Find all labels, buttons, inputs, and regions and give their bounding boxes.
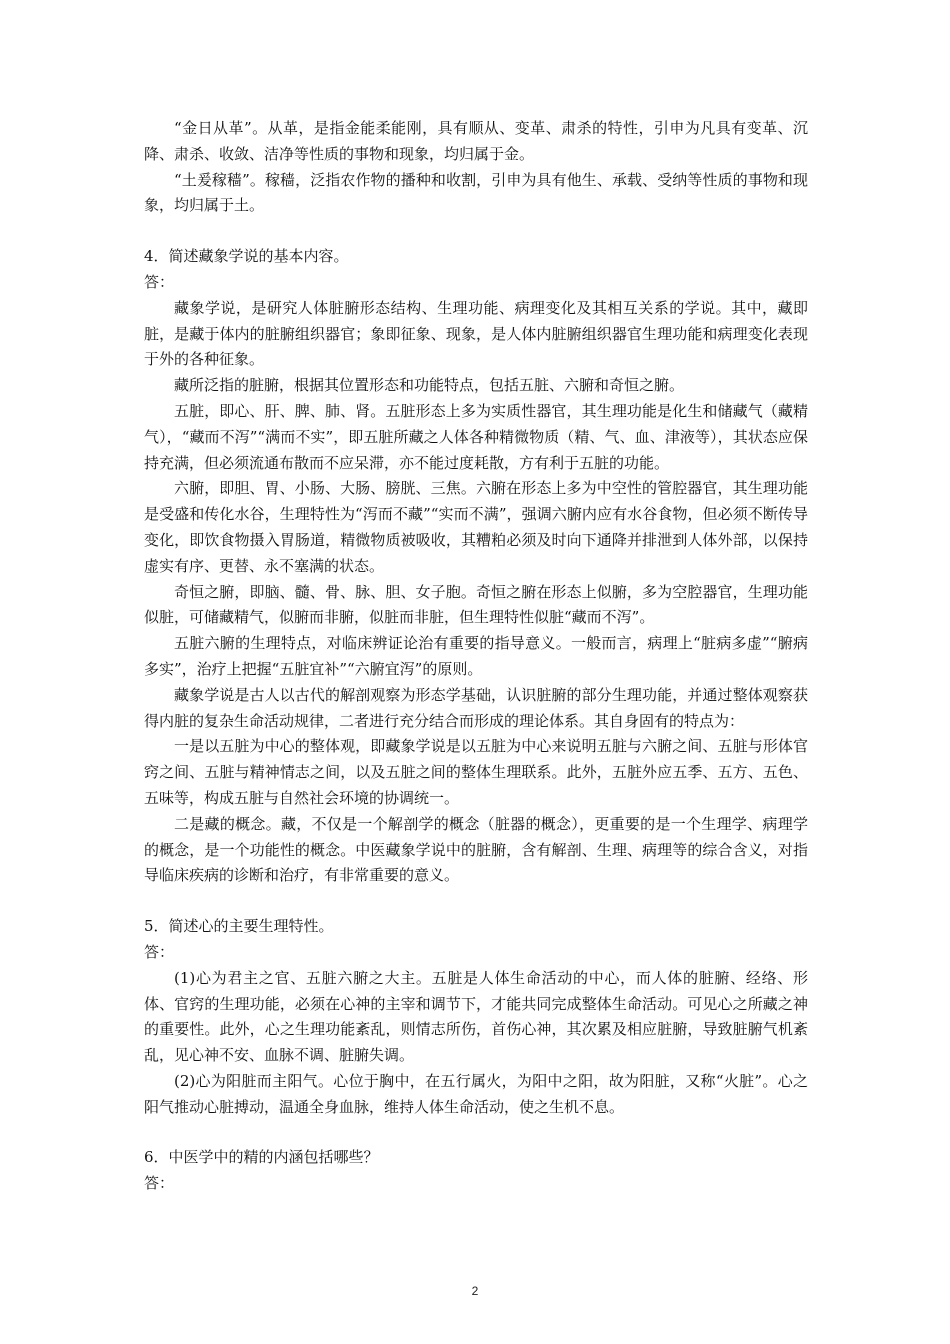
answer-paragraph: (1)心为君主之官、五脏六腑之大主。五脏是人体生命活动的中心，而人体的脏腑、经络、形体、官窍的生理功能，必须在心神的主宰和调节下，才能共同完成整体生命活动。可见心之所藏之神的重要性。此外，心之生理功能紊乱，则情志所伤，首伤心神，其次累及相应脏腑，导致脏腑气机紊乱，见心神不安、血脉不调、脏腑失调。 (144, 968, 808, 1065)
section-gap (144, 889, 808, 914)
answer-paragraph: 五脏六腑的生理特点，对临床辨证论治有重要的指导意义。一般而言，病理上“脏病多虚”“腑病多实”，治疗上把握“五脏宜补”“六腑宜泻”的原则。 (144, 634, 808, 678)
answer-paragraph: 藏所泛指的脏腑，根据其位置形态和功能特点，包括五脏、六腑和奇恒之腑。 (174, 376, 685, 395)
question-section-4 (144, 244, 808, 889)
question-heading: 5．简述心的主要生理特性。 (144, 917, 334, 936)
question-section-6 (144, 1145, 808, 1197)
answer-label: 答： (144, 942, 175, 961)
answer-paragraph: 奇恒之腑，即脑、髓、骨、脉、胆、女子胞。奇恒之腑在形态上似腑，多为空腔器官，生理功能似脏，可储藏精气，似腑而非腑，似脏而非脏，但生理特性似脏“藏而不泻”。 (144, 582, 808, 627)
answer-paragraph: (2)心为阳脏而主阳气。心位于胸中，在五行属火，为阳中之阳，故为阳脏，又称“火脏”。心之阳气推动心脏搏动，温通全身血脉，维持人体生命活动，使之生机不息。 (144, 1071, 808, 1116)
answer-label: 答： (144, 272, 175, 291)
answer-paragraph: 二是藏的概念。藏，不仅是一个解剖学的概念（脏器的概念），更重要的是一个生理学、病理学的概念，是一个功能性的概念。中医藏象学说中的脏腑，含有解剖、生理、病理等的综合含义，对指导临床疾病的诊断和治疗，有非常重要的意义。 (144, 814, 808, 885)
page-number: 2 (471, 1284, 479, 1298)
question-section-5 (144, 914, 808, 1120)
intro-paragraph: “土爰稼穑”。稼穑，泛指农作物的播种和收割，引申为具有他生、承载、受纳等性质的事物和现象，均归属于土。 (144, 170, 808, 215)
answer-paragraph: 一是以五脏为中心的整体观，即藏象学说是以五脏为中心来说明五脏与六腑之间、五脏与形体官窍之间、五脏与精神情志之间，以及五脏之间的整体生理联系。此外，五脏外应五季、五方、五色、五味等，构成五脏与自然社会环境的协调统一。 (144, 737, 808, 807)
section-gap (144, 1120, 808, 1145)
answer-label: 答： (144, 1174, 175, 1193)
section-gap (144, 219, 808, 244)
answer-paragraph: 藏象学说，是研究人体脏腑形态结构、生理功能、病理变化及其相互关系的学说。其中，藏即脏，是藏于体内的脏腑组织器官；象即征象、现象，是人体内脏腑组织器官生理功能和病理变化表现于外的各种征象。 (144, 298, 808, 369)
answer-paragraph: 六腑，即胆、胃、小肠、大肠、膀胱、三焦。六腑在形态上多为中空性的管腔器官，其生理功能是受盛和传化水谷，生理特性为“泻而不藏”“实而不满”，强调六腑内应有水谷食物，但必须不断传导变化，即饮食物摄入胃肠道，精微物质被吸收，其糟粕必须及时向下通降并排泄到人体外部，以保持虚实有序、更替、永不塞满的状态。 (144, 479, 808, 575)
page-content (144, 116, 808, 1197)
question-heading: 6．中医学中的精的内涵包括哪些？ (144, 1148, 379, 1167)
answer-paragraph: 五脏，即心、肝、脾、肺、肾。五脏形态上多为实质性器官，其生理功能是化生和储藏气（藏精气），“藏而不泻”“满而不实”，即五脏所藏之人体各种精微物质（精、气、血、津液等），其状态应保持充满，但必须流通布散而不应呆滞，亦不能过度耗散，方有利于五脏的功能。 (144, 401, 808, 472)
answer-paragraph: 藏象学说是古人以古代的解剖观察为形态学基础，认识脏腑的部分生理功能，并通过整体观察获得内脏的复杂生命活动规律，二者进行充分结合而形成的理论体系。其自身固有的特点为： (144, 685, 808, 730)
question-heading: 4．简述藏象学说的基本内容。 (144, 247, 349, 266)
intro-paragraph: “金日从革”。从革，是指金能柔能刚，具有顺从、变革、肃杀的特性，引申为凡具有变革、沉降、肃杀、收敛、洁净等性质的事物和现象，均归属于金。 (144, 119, 808, 163)
